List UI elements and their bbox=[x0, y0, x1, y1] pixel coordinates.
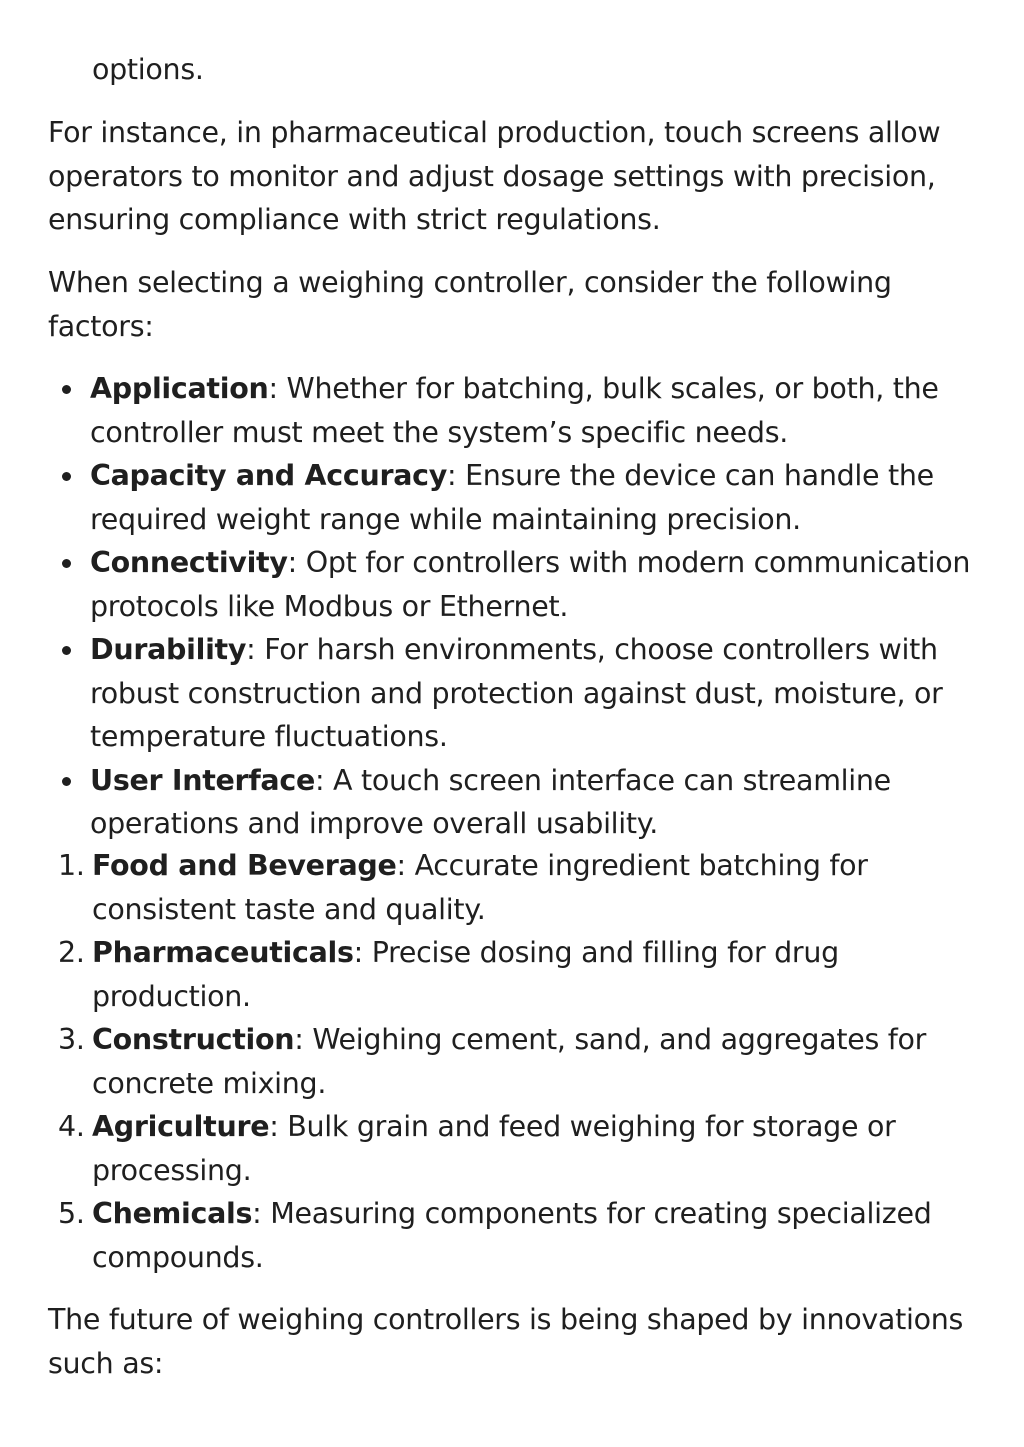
bullet-item bbox=[48, 454, 994, 541]
bullet-item bbox=[48, 367, 994, 454]
numbered-term: Agriculture bbox=[92, 1110, 270, 1143]
bullet-text: : A touch screen interface can streamline operations and improve overall usability. bbox=[90, 763, 891, 840]
bullet-term: Application bbox=[90, 372, 269, 405]
item-number: 5. bbox=[58, 1197, 85, 1230]
paragraph-future-innovations: The future of weighing controllers is being shaped by innovations such as: bbox=[48, 1303, 964, 1380]
item-number: 4. bbox=[58, 1110, 85, 1143]
numbered-text: : Accurate ingredient batching for consistent taste and quality. bbox=[92, 849, 868, 926]
numbered-term: Food and Beverage bbox=[92, 849, 397, 882]
numbered-item bbox=[48, 1192, 994, 1279]
numbered-term: Construction bbox=[92, 1023, 295, 1056]
bullet-item bbox=[48, 541, 994, 628]
bullet-item bbox=[48, 628, 994, 759]
bullet-term: Capacity and Accuracy bbox=[90, 459, 448, 492]
bullet-dot-icon bbox=[62, 777, 71, 786]
factors-bullet-list bbox=[48, 367, 994, 846]
numbered-item bbox=[48, 1018, 994, 1105]
numbered-term: Pharmaceuticals bbox=[92, 936, 354, 969]
item-number: 1. bbox=[58, 849, 85, 882]
bullet-term: Connectivity bbox=[90, 546, 288, 579]
bullet-text: : Opt for controllers with modern communication protocols like Modbus or Ethernet. bbox=[90, 546, 971, 623]
numbered-text: : Precise dosing and filling for drug production. bbox=[92, 936, 839, 1013]
bullet-text: : Ensure the device can handle the required weight range while maintaining precision. bbox=[90, 459, 934, 536]
continuation-text: options. bbox=[92, 53, 204, 86]
numbered-text: : Weighing cement, sand, and aggregates for concrete mixing. bbox=[92, 1023, 927, 1100]
item-number: 2. bbox=[58, 936, 85, 969]
bullet-text: : For harsh environments, choose controllers with robust construction and protection against dust, moisture, or temperature fluctuations. bbox=[90, 633, 943, 753]
bullet-dot-icon bbox=[62, 646, 71, 655]
paragraph-selection-factors: When selecting a weighing controller, consider the following factors: bbox=[48, 266, 892, 343]
bullet-item bbox=[48, 759, 994, 846]
bullet-dot-icon bbox=[62, 559, 71, 568]
numbered-item bbox=[48, 1105, 994, 1192]
numbered-item bbox=[48, 844, 994, 931]
numbered-term: Chemicals bbox=[92, 1197, 253, 1230]
paragraph-touch-screens: For instance, in pharmaceutical production, touch screens allow operators to monitor and adjust dosage settings with precision, ensuring compliance with strict regulations. bbox=[48, 116, 941, 236]
bullet-dot-icon bbox=[62, 472, 71, 481]
bullet-text: : Whether for batching, bulk scales, or both, the controller must meet the system’s specific needs. bbox=[90, 372, 939, 449]
industries-numbered-list bbox=[48, 844, 994, 1279]
numbered-item bbox=[48, 931, 994, 1018]
bullet-term: Durability bbox=[90, 633, 247, 666]
bullet-term: User Interface bbox=[90, 763, 315, 797]
numbered-text: : Bulk grain and feed weighing for storage or processing. bbox=[92, 1110, 896, 1187]
numbered-text: : Measuring components for creating specialized compounds. bbox=[92, 1197, 932, 1274]
bullet-dot-icon bbox=[62, 385, 71, 394]
item-number: 3. bbox=[58, 1023, 85, 1056]
